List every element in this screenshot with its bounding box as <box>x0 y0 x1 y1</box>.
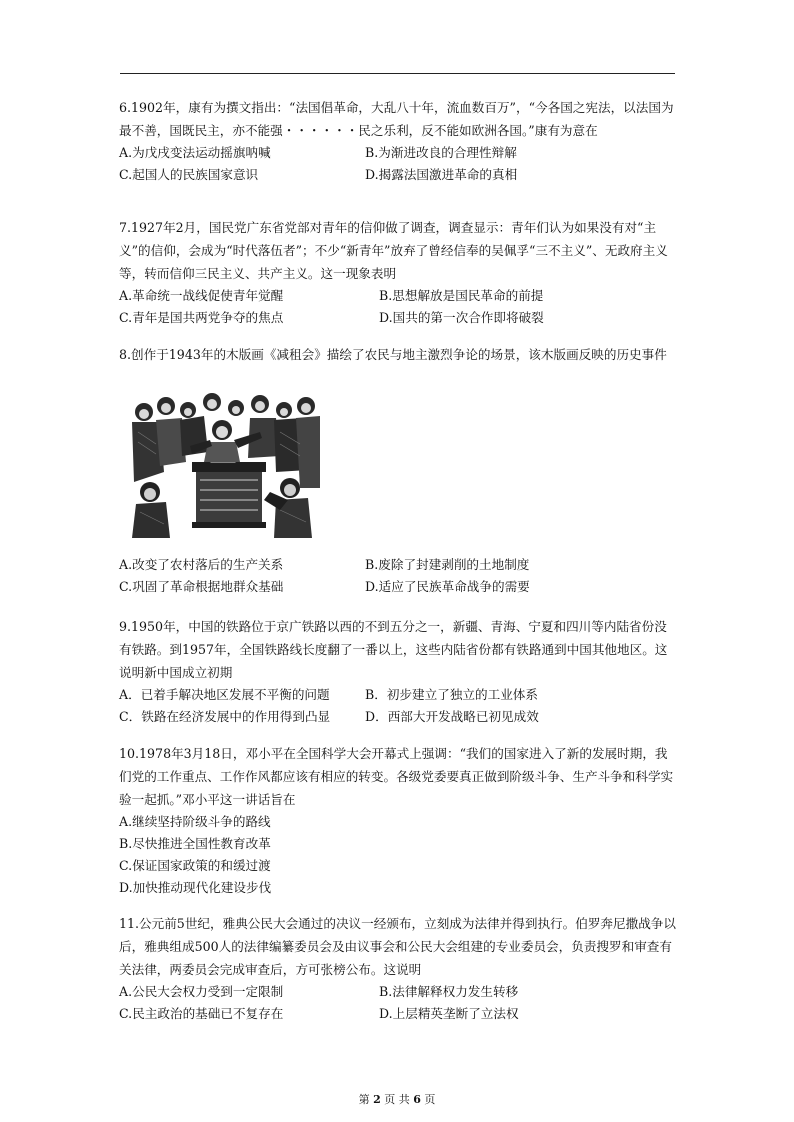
page-footer <box>0 1091 794 1107</box>
option-a: A.改变了农村落后的生产关系 <box>119 557 284 572</box>
option-c: C．铁路在经济发展中的作用得到凸显 <box>119 709 331 724</box>
woodcut-print-image <box>130 392 320 538</box>
footer-prefix: 第 <box>358 1093 370 1106</box>
question-11 <box>119 912 677 1025</box>
option-c: C.民主政治的基础已不复存在 <box>119 1006 284 1021</box>
question-8 <box>119 343 677 366</box>
footer-middle: 页 共 <box>384 1093 410 1106</box>
option-d: D.国共的第一次合作即将破裂 <box>379 310 544 325</box>
option-a: A.为戊戌变法运动摇旗呐喊 <box>119 145 271 160</box>
question-stem: 11.公元前5世纪，雅典公民大会通过的决议一经颁布，立刻成为法律并得到执行。伯罗奔尼撒战争以后，雅典组成500人的法律编纂委员会及由议事会和公民大会组建的专业委员会，负责搜罗和审查有关法律，两委员会完成审查后，方可张榜公布。这说明 <box>119 916 676 977</box>
question-10 <box>119 742 677 899</box>
option-a: A.公民大会权力受到一定限制 <box>119 984 284 999</box>
option-a: A.继续坚持阶级斗争的路线 <box>119 814 271 829</box>
header-rule <box>120 73 675 74</box>
option-c: C.起国人的民族国家意识 <box>119 167 259 182</box>
option-b: B.思想解放是国民革命的前提 <box>379 288 544 303</box>
option-d: D.上层精英垄断了立法权 <box>379 1006 519 1021</box>
option-c: C.保证国家政策的和缓过渡 <box>119 858 271 873</box>
option-b: B.为渐进改良的合理性辩解 <box>365 145 517 160</box>
question-stem: 9.1950年，中国的铁路位于京广铁路以西的不到五分之一，新疆、青海、宁夏和四川等内陆省份没有铁路。到1957年，全国铁路线长度翻了一番以上，这些内陆省份都有铁路通到中国其他地区。这说明新中国成立初期 <box>119 619 668 680</box>
question-stem: 6.1902年，康有为撰文指出：“法国倡革命，大乱八十年，流血数百万”，“今各国之宪法，以法国为最不善，国既民主，亦不能强・・・・・・民之乐利，反不能如欧洲各国。”康有为意在 <box>119 100 674 138</box>
footer-page-number: 2 <box>373 1093 381 1106</box>
option-b: B.废除了封建剥削的土地制度 <box>365 557 530 572</box>
option-d: D．西部大开发战略已初见成效 <box>365 709 539 724</box>
option-c: C.巩固了革命根据地群众基础 <box>119 579 284 594</box>
option-d: D.加快推动现代化建设步伐 <box>119 880 272 895</box>
question-7 <box>119 216 677 329</box>
option-a: A．已着手解决地区发展不平衡的问题 <box>119 687 330 702</box>
question-6 <box>119 96 677 186</box>
question-stem: 8.创作于1943年的木版画《减租会》描绘了农民与地主激烈争论的场景，该木版画反映的历史事件 <box>119 347 667 362</box>
option-b: B.尽快推进全国性教育改革 <box>119 836 271 851</box>
option-d: D.揭露法国激进革命的真相 <box>365 167 518 182</box>
question-stem: 10.1978年3月18日，邓小平在全国科学大会开幕式上强调：“我们的国家进入了新的发展时期，我们党的工作重点、工作作风都应该有相应的转变。各级党委要真正做到阶级斗争、生产斗争和科学实验一起抓。”邓小平这一讲话旨在 <box>119 746 674 807</box>
question-8-options <box>119 554 677 598</box>
question-stem: 7.1927年2月，国民党广东省党部对青年的信仰做了调查，调查显示：青年们认为如果没有对“主义”的信仰，会成为“时代落伍者”；不少“新青年”放弃了曾经信奉的吴佩孚“三不主义”、无政府主义等，转而信仰三民主义、共产主义。这一现象表明 <box>119 220 668 281</box>
option-a: A.革命统一战线促使青年觉醒 <box>119 288 284 303</box>
option-c: C.青年是国共两党争夺的焦点 <box>119 310 284 325</box>
option-b: B．初步建立了独立的工业体系 <box>365 687 538 702</box>
option-b: B.法律解释权力发生转移 <box>379 984 519 999</box>
footer-suffix: 页 <box>424 1093 436 1106</box>
option-d: D.适应了民族革命战争的需要 <box>365 579 530 594</box>
question-9 <box>119 615 677 728</box>
footer-total-pages: 6 <box>413 1093 421 1106</box>
